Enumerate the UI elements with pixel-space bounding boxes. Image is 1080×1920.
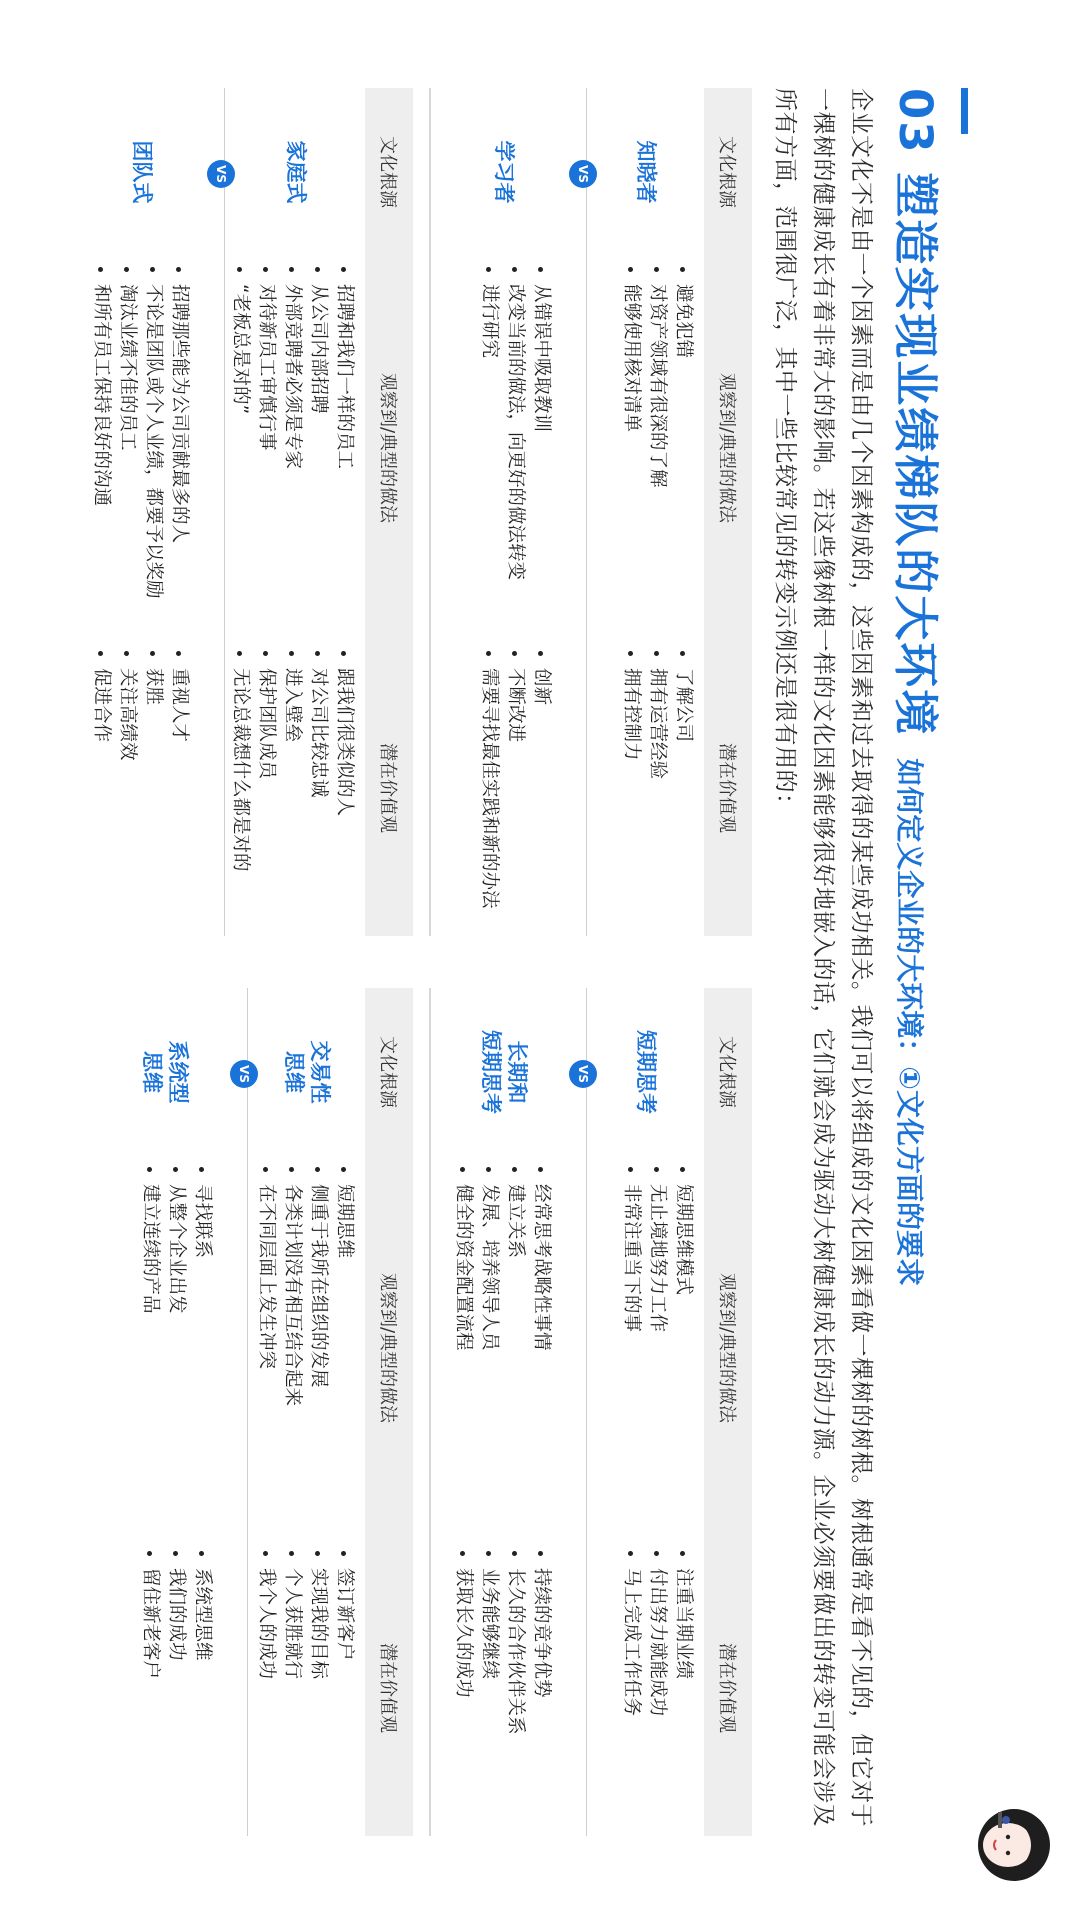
list-item: • 寻找联系 [189, 1184, 215, 1540]
list-item: • 淘汰业绩不佳的员工 [114, 284, 140, 640]
header-practices: 观察到/典型的做法 [716, 1272, 737, 1424]
list-item: • 进行研究 [476, 284, 502, 640]
list-item: • 业务能够继续 [476, 1568, 502, 1836]
cartoon-girl-avatar-icon [970, 1800, 1060, 1890]
list-item: • 从错误中吸取教训 [528, 284, 554, 640]
table-row [589, 88, 704, 936]
header-culture-root: 文化根源 [377, 136, 398, 208]
table-row [227, 88, 365, 936]
row-label [140, 1041, 192, 1104]
divider [224, 88, 225, 936]
right-comparison-table [30, 988, 752, 1836]
list-item: • 拥有运营经验 [644, 668, 670, 936]
divider [586, 88, 587, 936]
list-item: • 留住新老客户 [137, 1568, 163, 1836]
header-values: 潜在价值观 [377, 1643, 398, 1733]
list-item: • 签订新客户 [331, 1568, 357, 1836]
list-item: • 建立关系 [502, 1184, 528, 1540]
title-accent-bar [961, 88, 968, 134]
row-label-line: 长期和 [505, 1040, 530, 1104]
list-item: • 健全的资金配置流程 [450, 1184, 476, 1540]
page-title [890, 88, 952, 1286]
list-item: • 非常注重当下的事 [618, 1184, 644, 1540]
list-item: • 创新 [528, 668, 554, 936]
table-header [365, 88, 413, 936]
header-culture-root: 文化根源 [377, 1036, 398, 1108]
row-label-line: 短期思考 [479, 1030, 504, 1114]
row-label: 团队式 [130, 140, 155, 204]
intro-paragraph: 企业文化不是由一个因素而是由几个因素构成的，这些因素和过去取得的某些成功相关。我们可以将组成的文化因素看做一棵树的树根。树根通常是看不见的，但它对于一棵树的健康成长有着非常大的影响。若这些像树根一样的文化因素能够很好地嵌入的话，它们就会成为驱动大树健康成长的动力源。企业必须要做出的转变可能会涉及所有方面，范围很广泛，其中一些比较常见的转变示例还是很有用的： [772, 88, 874, 1827]
table-header [704, 88, 752, 936]
list-item: • 获胜 [140, 668, 166, 936]
list-item: • 个人获胜就行 [279, 1568, 305, 1836]
row-label-line: 思维 [282, 1051, 307, 1093]
list-item: • 建立连续的产品 [137, 1184, 163, 1540]
list-item: • “老板总是对的” [227, 284, 253, 640]
header-values: 潜在价值观 [377, 743, 398, 833]
list-item: • 对公司比较忠诚 [305, 668, 331, 936]
list-item: • 实现我的目标 [305, 1568, 331, 1836]
list-item: • 发展、培养领导人员 [476, 1184, 502, 1540]
list-item: • 跟我们很类似的人 [331, 668, 357, 936]
list-item: • 马上完成工作任务 [618, 1568, 644, 1836]
list-item: • 能够使用核对清单 [618, 284, 644, 640]
list-item: • 不断改进 [502, 668, 528, 936]
list-item: • 短期思维 [331, 1184, 357, 1540]
list-item: • 拥有控制力 [618, 668, 644, 936]
title-sub: 如何定义企业的大环境：①文化方面的要求 [893, 758, 926, 1287]
table-header [704, 988, 752, 1836]
list-item: • 持续的竞争优势 [528, 1568, 554, 1836]
list-item: • 招聘和我们一样的员工 [331, 284, 357, 640]
list-item: • 在不同层面上发生冲突 [253, 1184, 279, 1540]
divider [247, 988, 248, 1836]
vs-badge-icon: VS [569, 1060, 597, 1088]
list-item: • 招聘那些能为公司贡献最多的人 [166, 284, 192, 640]
table-row [85, 88, 200, 936]
row-label-line: 系统型 [166, 1040, 191, 1104]
list-item: • 付出努力就能成功 [644, 1568, 670, 1836]
table-row [589, 988, 704, 1836]
list-item: • 我个人的成功 [253, 1568, 279, 1836]
title-main: 03 塑造实现业绩梯队的大环境 [889, 88, 942, 737]
row-label: 家庭式 [284, 140, 308, 204]
list-item: • 不论是团队或个人业绩，都要予以奖励 [140, 284, 166, 640]
table-row [108, 988, 223, 1836]
header-practices: 观察到/典型的做法 [377, 372, 398, 524]
list-item: • 关注高绩效 [114, 668, 140, 936]
list-item: • 长久的合作伙伴关系 [502, 1568, 528, 1836]
list-item: • 从整个企业出发 [163, 1184, 189, 1540]
row-label: 学习者 [492, 140, 517, 204]
table-row [250, 988, 365, 1836]
table-row [447, 988, 562, 1836]
list-item: • 保护团队成员 [253, 668, 279, 936]
divider [586, 988, 587, 1836]
left-comparison-table [30, 88, 752, 936]
list-item: • 促进合作 [88, 668, 114, 936]
row-label-line: 思维 [140, 1051, 165, 1093]
list-item: • 经常思考战略性事情 [528, 1184, 554, 1540]
row-label [479, 1030, 531, 1114]
row-label [282, 1041, 334, 1104]
header-practices: 观察到/典型的做法 [716, 372, 737, 524]
group-divider [429, 988, 431, 1836]
list-item: • 对待新员工审慎行事 [253, 284, 279, 640]
group-divider [429, 88, 431, 936]
header-values: 潜在价值观 [716, 743, 737, 833]
list-item: • 和所有员工保持良好的沟通 [88, 284, 114, 640]
list-item: • 短期思维模式 [670, 1184, 696, 1540]
table-header [365, 988, 413, 1836]
vs-badge-icon: VS [207, 160, 235, 188]
vs-badge-icon: VS [230, 1060, 258, 1088]
list-item: • 获取长久的成功 [450, 1568, 476, 1836]
list-item: • 系统型思维 [189, 1568, 215, 1836]
header-values: 潜在价值观 [716, 1643, 737, 1733]
list-item: • 各类计划没有相互结合起来 [279, 1184, 305, 1540]
list-item: • 无止境地努力工作 [644, 1184, 670, 1540]
list-item: • 侧重于我所在组织的发展 [305, 1184, 331, 1540]
list-item: • 注重当期业绩 [670, 1568, 696, 1836]
list-item: • 了解公司 [670, 668, 696, 936]
list-item: • 从公司内部招聘 [305, 284, 331, 640]
list-item: • 进入壁垒 [279, 668, 305, 936]
list-item: • 无论总裁想什么都是对的 [227, 668, 253, 936]
list-item: • 需要寻找最佳实践和新的办法 [476, 668, 502, 936]
list-item: • 对资产领域有很深的了解 [644, 284, 670, 640]
header-culture-root: 文化根源 [716, 1036, 737, 1108]
list-item: • 改变当前的做法，向更好的做法转变 [502, 284, 528, 640]
row-label: 短期思考 [634, 1030, 659, 1114]
list-item: • 外部竞聘者必须是专家 [279, 284, 305, 640]
header-culture-root: 文化根源 [716, 136, 737, 208]
header-practices: 观察到/典型的做法 [377, 1272, 398, 1424]
list-item: • 重视人才 [166, 668, 192, 936]
vs-badge-icon: VS [569, 160, 597, 188]
table-row [447, 88, 562, 936]
row-label: 知晓者 [634, 140, 659, 204]
list-item: • 我们的成功 [163, 1568, 189, 1836]
row-label-line: 交易性 [308, 1040, 333, 1104]
list-item: • 避免犯错 [670, 284, 696, 640]
